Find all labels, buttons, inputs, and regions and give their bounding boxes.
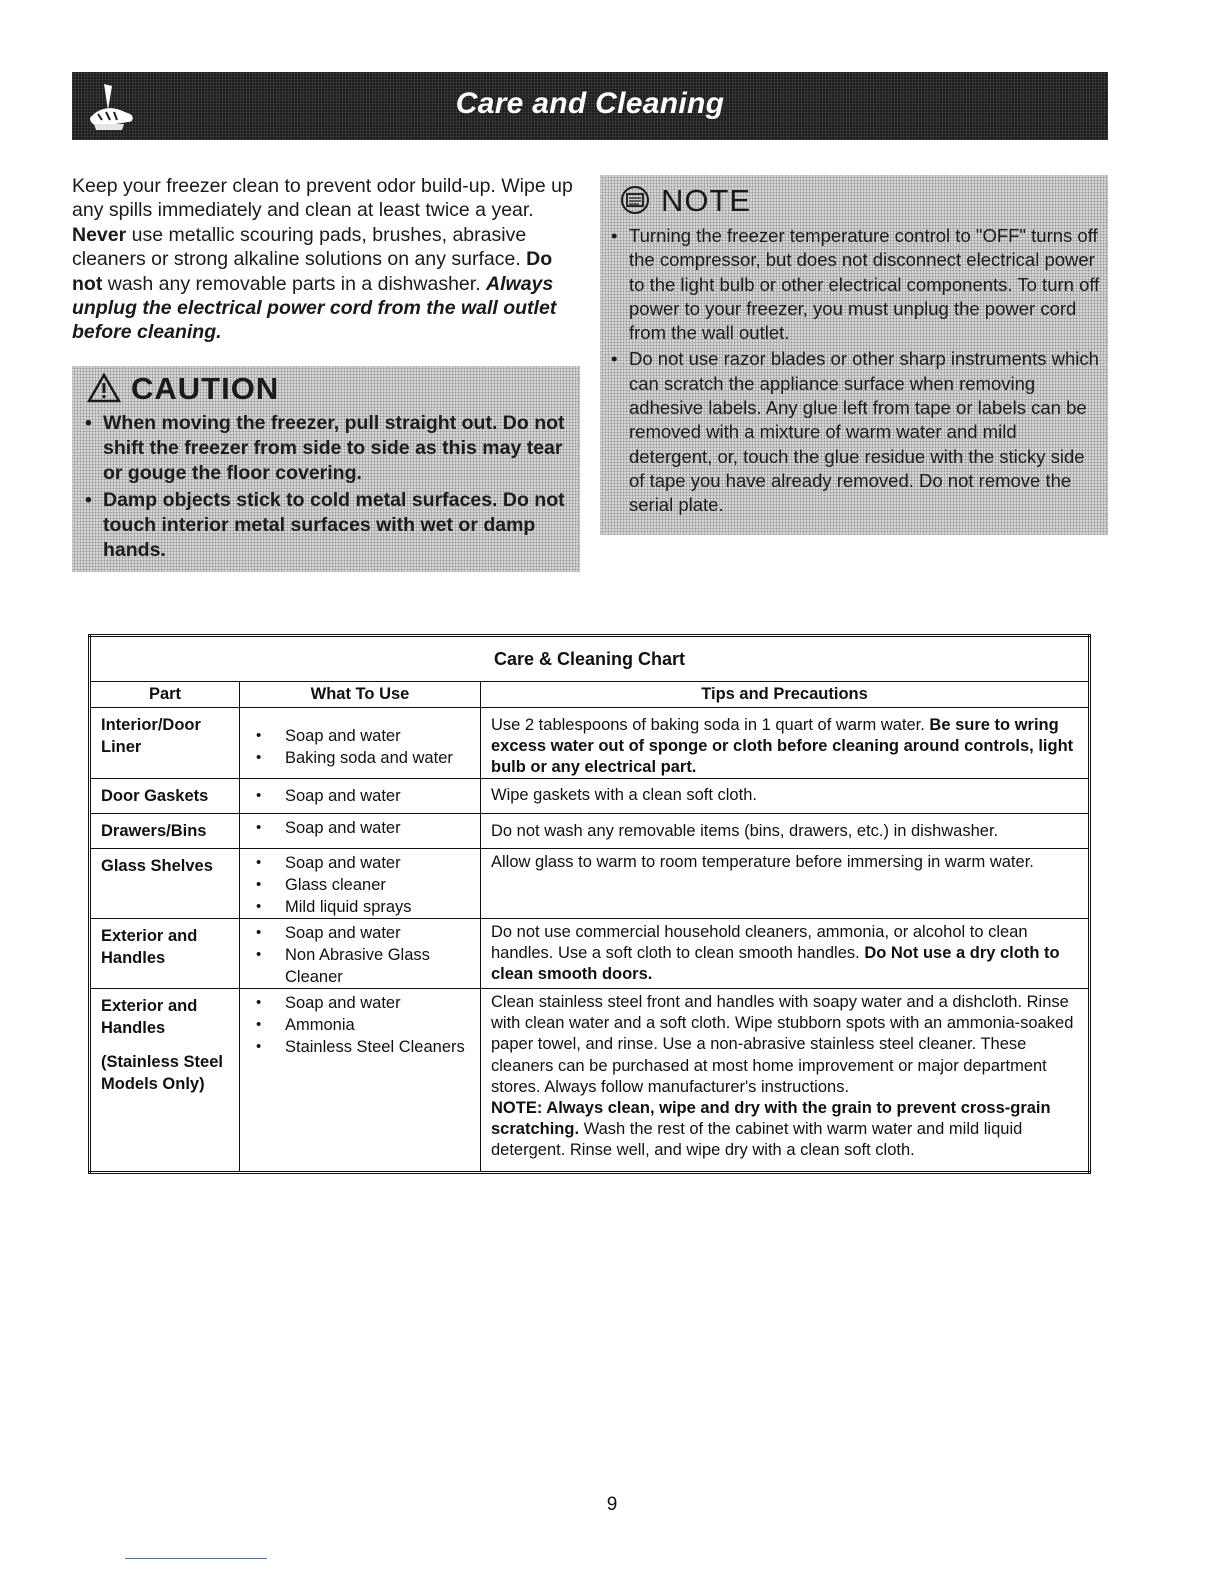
part-cell: Glass Shelves — [90, 849, 240, 919]
list-item: • Soap and water — [250, 852, 470, 874]
column-header: Tips and Precautions — [481, 682, 1090, 708]
warning-triangle-icon — [87, 373, 121, 403]
page-title: Care and Cleaning — [455, 87, 725, 120]
table-row — [90, 989, 1090, 1173]
use-cell — [240, 814, 481, 849]
list-item: • Non Abrasive Glass Cleaner — [250, 944, 470, 988]
list-item: • When moving the freezer, pull straight out. Do not shift the freezer from side to side as this may tear or gouge the floor covering. — [79, 411, 573, 486]
table-row — [90, 708, 1090, 779]
section-header — [72, 72, 1108, 140]
use-cell — [240, 779, 481, 814]
part-cell: Exterior and Handles (Stainless Steel Models Only) — [90, 989, 240, 1173]
use-cell — [240, 989, 481, 1173]
list-item: • Damp objects stick to cold metal surfaces. Do not touch interior metal surfaces with wet or damp hands. — [79, 488, 573, 563]
column-header: What To Use — [240, 682, 481, 708]
page-number: 9 — [606, 1494, 618, 1515]
list-item: • Do not use razor blades or other sharp instruments which can scratch the appliance surface when removing adhesive labels. Any glue left from tape or labels can be removed with a mixture of warm water and mild detergent, or, touch the glue residue with the sticky side of tape you have already removed. Do not remove the serial plate. — [605, 347, 1101, 517]
list-item: • Soap and water — [250, 992, 470, 1014]
note-list — [605, 224, 1101, 520]
list-item: • Soap and water — [250, 817, 470, 839]
list-item: • Soap and water — [250, 785, 470, 807]
tips-cell: Do not use commercial household cleaners, ammonia, or alcohol to clean handles. Use a soft cloth to clean smooth handles. Do Not use a dry cloth to clean smooth doors. — [481, 919, 1090, 989]
note-box — [600, 175, 1108, 535]
table-row — [90, 779, 1090, 814]
list-item: • Ammonia — [250, 1014, 470, 1036]
list-item: • Stainless Steel Cleaners — [250, 1036, 470, 1058]
tips-cell: Do not wash any removable items (bins, drawers, etc.) in dishwasher. — [481, 814, 1090, 849]
table-row — [90, 814, 1090, 849]
care-cleaning-chart — [88, 634, 1091, 1174]
table-header-row — [90, 682, 1090, 708]
part-cell: Interior/Door Liner — [90, 708, 240, 779]
use-cell — [240, 919, 481, 989]
tips-cell: Allow glass to warm to room temperature before immersing in warm water. — [481, 849, 1090, 919]
list-item: • Turning the freezer temperature control to "OFF" turns off the compressor, but does not disconnect electrical power to the light bulb or other electrical components. To turn off power to your freezer, you must unplug the power cord from the wall outlet. — [605, 224, 1101, 345]
caution-list — [79, 411, 573, 565]
part-cell: Drawers/Bins — [90, 814, 240, 849]
use-cell — [240, 849, 481, 919]
intro-paragraph: Keep your freezer clean to prevent odor build-up. Wipe up any spills immediately and clean at least twice a year. Never use metallic scouring pads, brushes, abrasive cleaners or strong alkaline solutions on any surface. Do not wash any removable parts in a dishwasher. Always unplug the electrical power cord from the wall outlet before cleaning. — [72, 175, 573, 344]
caution-title: CAUTION — [87, 371, 279, 407]
tips-cell: Wipe gaskets with a clean soft cloth. — [481, 779, 1090, 814]
footer-divider — [125, 1558, 267, 1559]
list-item: • Mild liquid sprays — [250, 896, 470, 918]
list-item: • Soap and water — [250, 922, 470, 944]
note-icon — [619, 185, 651, 215]
caution-box — [72, 366, 580, 572]
tips-cell: Use 2 tablespoons of baking soda in 1 quart of warm water. Be sure to wring excess water out of sponge or cloth before cleaning around controls, light bulb or any electrical part. — [481, 708, 1090, 779]
column-header: Part — [90, 682, 240, 708]
tips-cell: Clean stainless steel front and handles with soapy water and a dishcloth. Rinse with clean water and a soft cloth. Wipe stubborn spots with an ammonia-soaked paper towel, and rinse. Use a non-abrasive stainless steel cleaner. These cleaners can be purchased at most home improvement or major department stores. Always follow manufacturer's instructions. NOTE: Always clean, wipe and dry with the grain to prevent cross-grain scratching. Wash the rest of the cabinet with warm water and mild liquid detergent. Rinse well, and wipe dry with a clean soft cloth. — [481, 989, 1090, 1173]
note-title: NOTE — [619, 183, 751, 219]
list-item: • Baking soda and water — [250, 747, 470, 769]
list-item: • Glass cleaner — [250, 874, 470, 896]
chart-title: Care & Cleaning Chart — [90, 636, 1090, 682]
use-cell — [240, 708, 481, 779]
part-cell: Exterior and Handles — [90, 919, 240, 989]
table-row — [90, 919, 1090, 989]
list-item: • Soap and water — [250, 725, 470, 747]
part-cell: Door Gaskets — [90, 779, 240, 814]
table-row — [90, 849, 1090, 919]
